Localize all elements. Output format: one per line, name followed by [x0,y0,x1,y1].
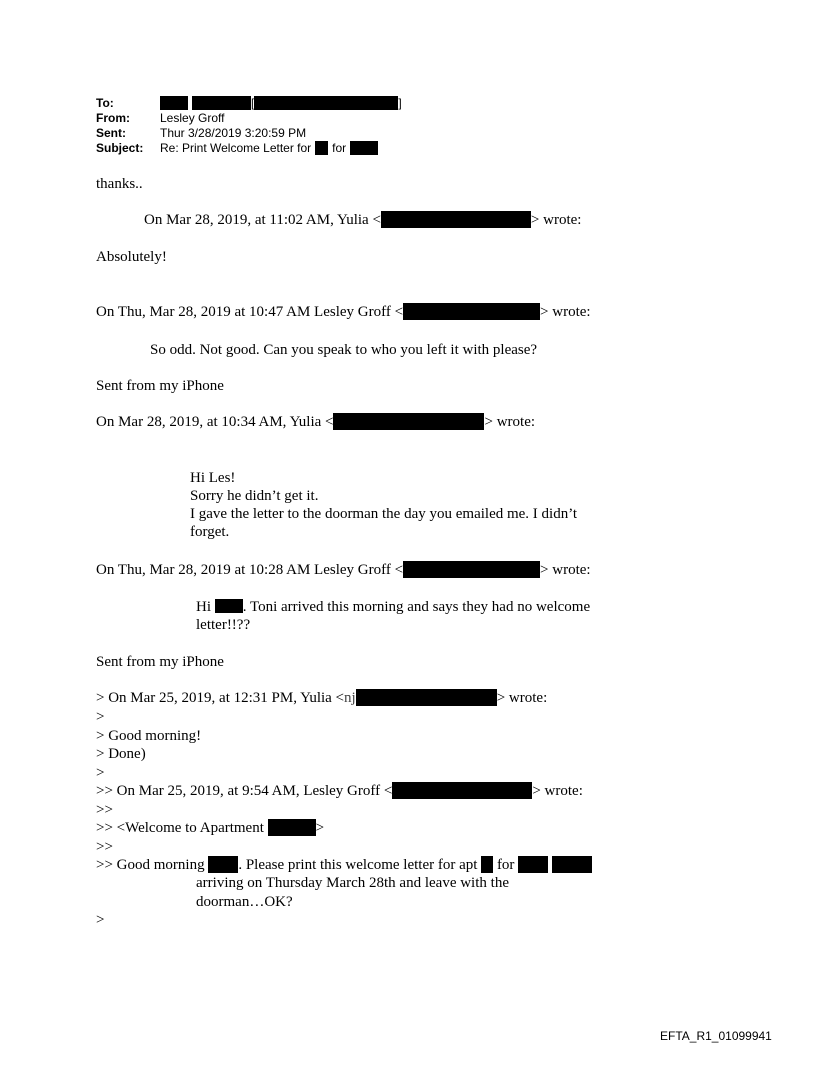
redaction-box [268,819,316,836]
redaction-box [392,782,532,799]
reply-header-1-prefix: On Mar 28, 2019, at 11:02 AM, Yulia < [144,212,381,228]
sent-value: Thur 3/28/2019 3:20:59 PM [160,126,307,140]
redaction-box [552,856,592,873]
reply-header-3 [96,413,535,431]
redaction-box [481,856,493,873]
redaction-box [381,211,531,228]
redaction-box [160,96,188,110]
quoted-line-6 [96,782,583,800]
quoted-line-5: > [96,765,105,781]
quoted-line-8 [96,819,324,837]
subject-mid: for [332,141,347,155]
quoted-line-1 [96,689,547,707]
gave-letter-line: I gave the letter to the doorman the day you emailed me. I didn’t [190,506,578,522]
quoted-line-9: >> [96,839,113,855]
quoted-line-1-suffix: > wrote: [496,690,548,706]
thanks-line: thanks.. [96,176,143,192]
quoted-line-8-prefix: >> <Welcome to Apartment [96,820,264,836]
reply-header-3-suffix: > wrote: [484,414,536,430]
quoted-line-13: > [96,912,105,928]
redaction-box [315,141,328,155]
forget-line: forget. [190,524,230,540]
subject-prefix: Re: Print Welcome Letter for [160,141,312,155]
subject-row [96,141,402,156]
quoted-line-12: doorman…OK? [196,894,293,910]
reply-header-2 [96,303,591,321]
reply-header-2-prefix: On Thu, Mar 28, 2019 at 10:47 AM Lesley Groff < [96,304,404,320]
subject-label: Subject: [96,141,144,155]
to-close-bracket: ] [398,96,402,110]
reply-header-4-prefix: On Thu, Mar 28, 2019 at 10:28 AM Lesley Groff < [96,562,404,578]
to-open-bracket: [ [251,96,255,110]
quoted-line-6-prefix: >> On Mar 25, 2019, at 9:54 AM, Lesley Groff < [96,783,393,799]
quoted-line-8-suffix: > [315,820,325,836]
reply-header-4-suffix: > wrote: [540,562,591,578]
from-value: Lesley Groff [160,111,225,125]
redaction-box [518,856,548,873]
email-header [96,96,402,156]
sent-from-iphone-2: Sent from my iPhone [96,654,224,670]
quoted-line-1-nj: nj [344,690,356,706]
redaction-box [333,413,484,430]
toni-arrived-text: . Toni arrived this morning and says they had no welcome [242,599,591,615]
quoted-line-4: > Done) [96,746,146,762]
quoted-line-10-for: for [496,857,515,873]
quoted-line-6-suffix: > wrote: [532,783,583,799]
redaction-box [356,689,497,706]
sent-from-iphone-1: Sent from my iPhone [96,378,224,394]
absolutely-line: Absolutely! [96,249,167,265]
sorry-line: Sorry he didn’t get it. [190,488,319,504]
from-row [96,111,402,126]
letter-question-line: letter!!?? [196,617,251,633]
redaction-box [192,96,251,110]
yulia-message [190,469,577,541]
reply-header-1 [144,211,581,229]
quoted-line-3: > Good morning! [96,728,202,744]
to-row [96,96,402,111]
reply-header-2-suffix: > wrote: [540,304,591,320]
quoted-line-10-mid: . Please print this welcome letter for apt [238,857,478,873]
hi-prefix: Hi [196,599,211,615]
redaction-box [254,96,398,110]
redaction-box [403,561,540,578]
reply-header-3-prefix: On Mar 28, 2019, at 10:34 AM, Yulia < [96,414,334,430]
reply-header-4 [96,561,591,579]
quoted-line-11: arriving on Thursday March 28th and leave with the [196,875,509,891]
so-odd-line: So odd. Not good. Can you speak to who you left it with please? [150,342,538,358]
document-id: EFTA_R1_01099941 [660,1029,772,1043]
sent-row [96,126,402,141]
to-label: To: [96,96,114,110]
sent-label: Sent: [96,126,126,140]
redaction-box [215,599,243,613]
lesley-message [196,598,590,634]
quoted-line-1-prefix: > On Mar 25, 2019, at 12:31 PM, Yulia < [96,690,345,706]
redaction-box [403,303,540,320]
from-label: From: [96,111,130,125]
redaction-box [208,856,238,873]
hi-les-line: Hi Les! [190,470,236,486]
quoted-line-7: >> [96,802,113,818]
reply-header-1-suffix: > wrote: [530,212,582,228]
redaction-box [350,141,378,155]
quoted-line-2: > [96,709,105,725]
quoted-line-10-prefix: >> Good morning [96,857,205,873]
quoted-line-10 [96,856,592,874]
hi-line [196,598,590,616]
